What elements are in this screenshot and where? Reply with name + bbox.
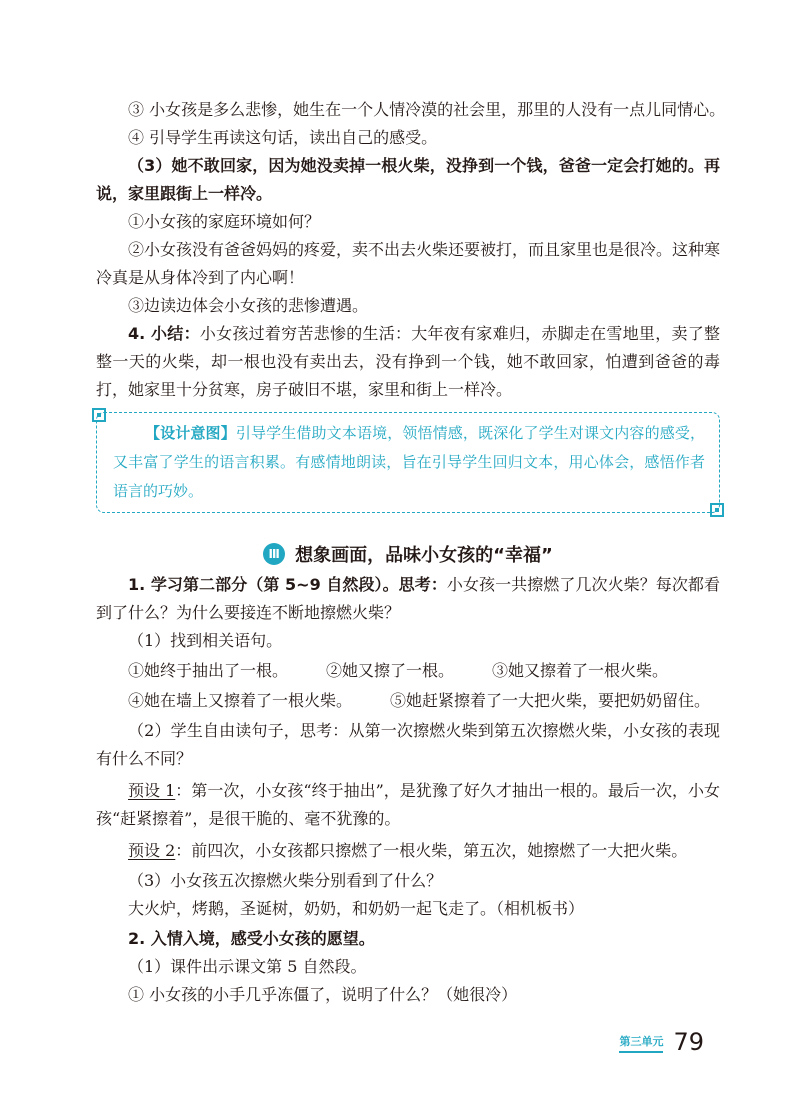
- corner-ornament-icon: [92, 408, 106, 422]
- text-line: （1）课件出示课文第 5 自然段。: [128, 957, 367, 976]
- summary-paragraph: [96, 320, 720, 404]
- summary-text: 小女孩过着穷苦悲惨的生活：大年夜有家难归，赤脚走在雪地里，卖了整整一天的火柴，却一根也没有卖出去，没有挣到一个钱，她不敢回家，怕遭到爸爸的毒打，她家里十分贫寒，房子破旧不堪，家里和街上一样冷。: [96, 324, 720, 399]
- preset-2-text: ：前四次，小女孩都只擦燃了一根火柴，第五次，她擦燃了一大把火柴。: [175, 841, 688, 860]
- text-paragraph: ②小女孩没有爸爸妈妈的疼爱，卖不出去火柴还要被打，而且家里也是很冷。这种寒冷真是从身体冷到了内心啊！: [96, 240, 721, 287]
- preset-1: [96, 777, 720, 833]
- corner-ornament-icon: [710, 503, 724, 517]
- text-paragraph: （2）学生自由读句子，思考：从第一次擦燃火柴到第五次擦燃火柴，小女孩的表现有什么不同？: [96, 721, 720, 768]
- text-line: （1）找到相关语句。: [128, 631, 283, 650]
- section-number-badge: Ⅲ: [263, 543, 285, 565]
- design-intent-box: [96, 412, 720, 513]
- section-heading: [96, 539, 720, 569]
- preset-2-label: 预设 2: [128, 841, 176, 860]
- summary-label: 4. 小结：: [128, 324, 200, 343]
- preset-2: [96, 837, 720, 865]
- answer-line: 大火炉，烤鹅，圣诞树，奶奶，和奶奶一起飞走了。（相机板书）: [128, 899, 585, 918]
- text-line: ①小女孩的家庭环境如何？: [128, 212, 321, 231]
- part1-heading: [96, 571, 720, 627]
- quote-line: [96, 657, 720, 685]
- text-line: ④ 引导学生再读这句话，读出自己的感受。: [128, 128, 438, 147]
- part1-heading-text: 小女孩一共擦燃了几次火柴？每次都看到了什么？为什么要接连不断地擦燃火柴？: [96, 575, 720, 622]
- preset-1-label: 预设 1: [128, 781, 176, 800]
- design-intent-text: [113, 419, 705, 506]
- question-3: （3）她不敢回家，因为她没卖掉一根火柴，没挣到一个钱，爸爸一定会打她的。再说，家里跟街上一样冷。: [96, 156, 720, 203]
- quote-4: ④她在墙上又擦着了一根火柴。: [128, 691, 353, 710]
- quote-1: ①她终于抽出了一根。: [128, 661, 289, 680]
- text-line: ③ 小女孩是多么悲惨，她生在一个人情冷漠的社会里，那里的人没有一点儿同情心。: [128, 100, 726, 119]
- section-title: 想象画面，品味小女孩的“幸福”: [295, 545, 553, 566]
- quote-5: ⑤她赶紧擦着了一大把火柴，要把奶奶留住。: [390, 691, 711, 710]
- text-line: ③边读边体会小女孩的悲惨遭遇。: [128, 296, 369, 315]
- page-number: 79: [673, 1028, 704, 1056]
- design-intent-label: 【设计意图】: [145, 424, 236, 442]
- text-line: （3）小女孩五次擦燃火柴分别看到了什么？: [128, 871, 443, 890]
- preset-1-text: ：第一次，小女孩“终于抽出”，是犹豫了好久才抽出一根的。最后一次，小女孩“赶紧擦着”，是很干脆的、毫不犹豫的。: [96, 781, 720, 828]
- quote-2: ②她又擦了一根。: [326, 661, 455, 680]
- unit-label: 第三单元: [619, 1035, 664, 1048]
- part1-heading-label: 1. 学习第二部分（第 5~9 自然段）。思考：: [128, 575, 447, 594]
- part2-heading: 2. 入情入境，感受小女孩的愿望。: [128, 929, 375, 948]
- quote-3: ③她又擦着了一根火柴。: [492, 661, 669, 680]
- text-line: ① 小女孩的小手几乎冻僵了，说明了什么？（她很冷）: [128, 985, 518, 1004]
- page-footer: [619, 1030, 704, 1054]
- quote-line: [96, 687, 720, 715]
- page-content: [96, 96, 726, 1009]
- design-intent-body: 引导学生借助文本语境，领悟情感，既深化了学生对课文内容的感受，又丰富了学生的语言积累。有感情地朗读，旨在引导学生回归文本，用心体会，感悟作者语言的巧妙。: [113, 424, 705, 500]
